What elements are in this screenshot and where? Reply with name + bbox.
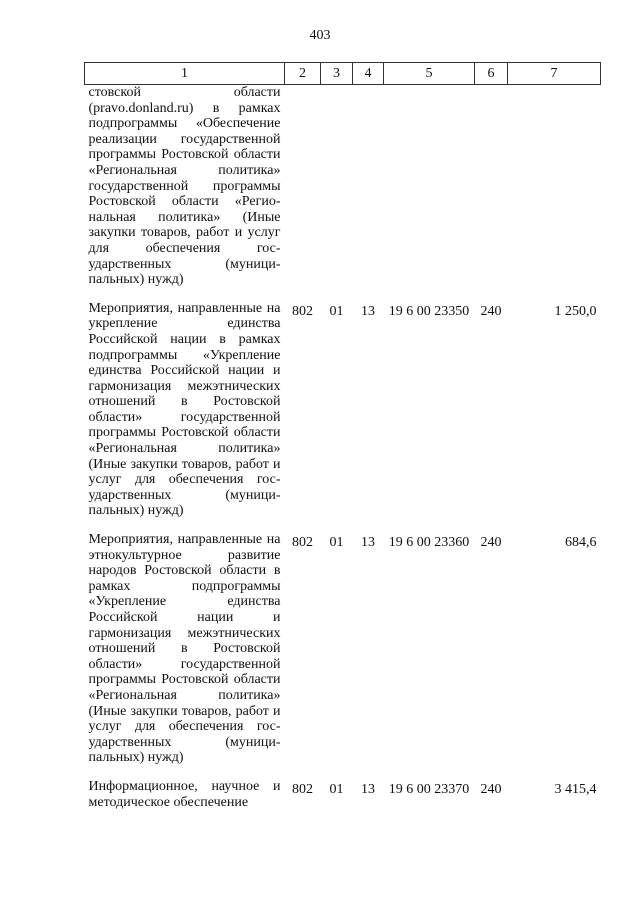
cell-target: 19 6 00 23350 xyxy=(388,303,470,319)
cell-target: 19 6 00 23370 xyxy=(388,781,470,797)
cell-code: 802 xyxy=(292,535,313,551)
row-description: стовской области (pravo.donland.ru) в рамках подпрограммы «Обеспечение реализации государственной программы Ростовской области «Региональная политика» государственной программы Ростовской области «Региональная политика» (Иные закупки товаров, работ и услуг для обеспечения государственных (муниципальных) нужд) xyxy=(88,85,281,288)
col-header-7: 7 xyxy=(508,63,601,85)
budget-table xyxy=(84,62,601,810)
table-row xyxy=(85,779,601,810)
cell-subsection: 13 xyxy=(361,535,375,551)
cell-section: 01 xyxy=(329,781,344,797)
cell-section xyxy=(321,85,353,288)
col-header-1: 1 xyxy=(85,63,285,85)
cell-type: 240 xyxy=(480,303,502,319)
cell-target: 19 6 00 23360 xyxy=(388,535,470,551)
row-description: Мероприятия, направленные на этнокультурное развитие народов Ростовской области в рамках подпрограммы «Укрепление единства Российской нации и гармонизация межэтнических отношений в Ростовской области» государственной программы Ростовской области «Региональная политика» (Иные закупки товаров, работ и услуг для обеспечения государственных (муниципальных) нужд) xyxy=(88,532,281,766)
cell-code: 802 xyxy=(292,303,313,319)
cell-subsection: 13 xyxy=(361,781,375,797)
table-row xyxy=(85,301,601,519)
table-row xyxy=(85,85,601,288)
cell-section: 01 xyxy=(329,303,344,319)
cell-amount xyxy=(508,85,601,288)
page-number: 403 xyxy=(309,28,331,43)
col-header-3: 3 xyxy=(321,63,353,85)
cell-code: 802 xyxy=(292,781,313,797)
col-header-2: 2 xyxy=(285,63,321,85)
cell-target xyxy=(384,85,475,288)
col-header-4: 4 xyxy=(353,63,384,85)
cell-section: 01 xyxy=(329,535,344,551)
header-row xyxy=(85,63,601,85)
cell-type xyxy=(475,85,508,288)
table-row xyxy=(85,532,601,766)
col-header-6: 6 xyxy=(475,63,508,85)
cell-amount: 684,6 xyxy=(565,535,597,551)
cell-subsection xyxy=(353,85,384,288)
cell-amount: 3 415,4 xyxy=(554,781,597,797)
cell-amount: 1 250,0 xyxy=(554,303,597,319)
cell-subsection: 13 xyxy=(361,303,375,319)
cell-code xyxy=(285,85,321,288)
cell-type: 240 xyxy=(480,535,502,551)
row-description: Информационное, научное и методическое обеспечение xyxy=(88,778,281,810)
col-header-5: 5 xyxy=(384,63,475,85)
row-description: Мероприятия, направленные на укрепление единства Российской нации в рамках подпрограммы «Укрепление единства Российской нации и гармонизация межэтнических отношений в Ростовской области» государственной программы Ростовской области «Региональная политика» (Иные закупки товаров, работ и услуг для обеспечения государственных (муниципальных) нужд) xyxy=(88,300,281,519)
cell-type: 240 xyxy=(480,781,502,797)
